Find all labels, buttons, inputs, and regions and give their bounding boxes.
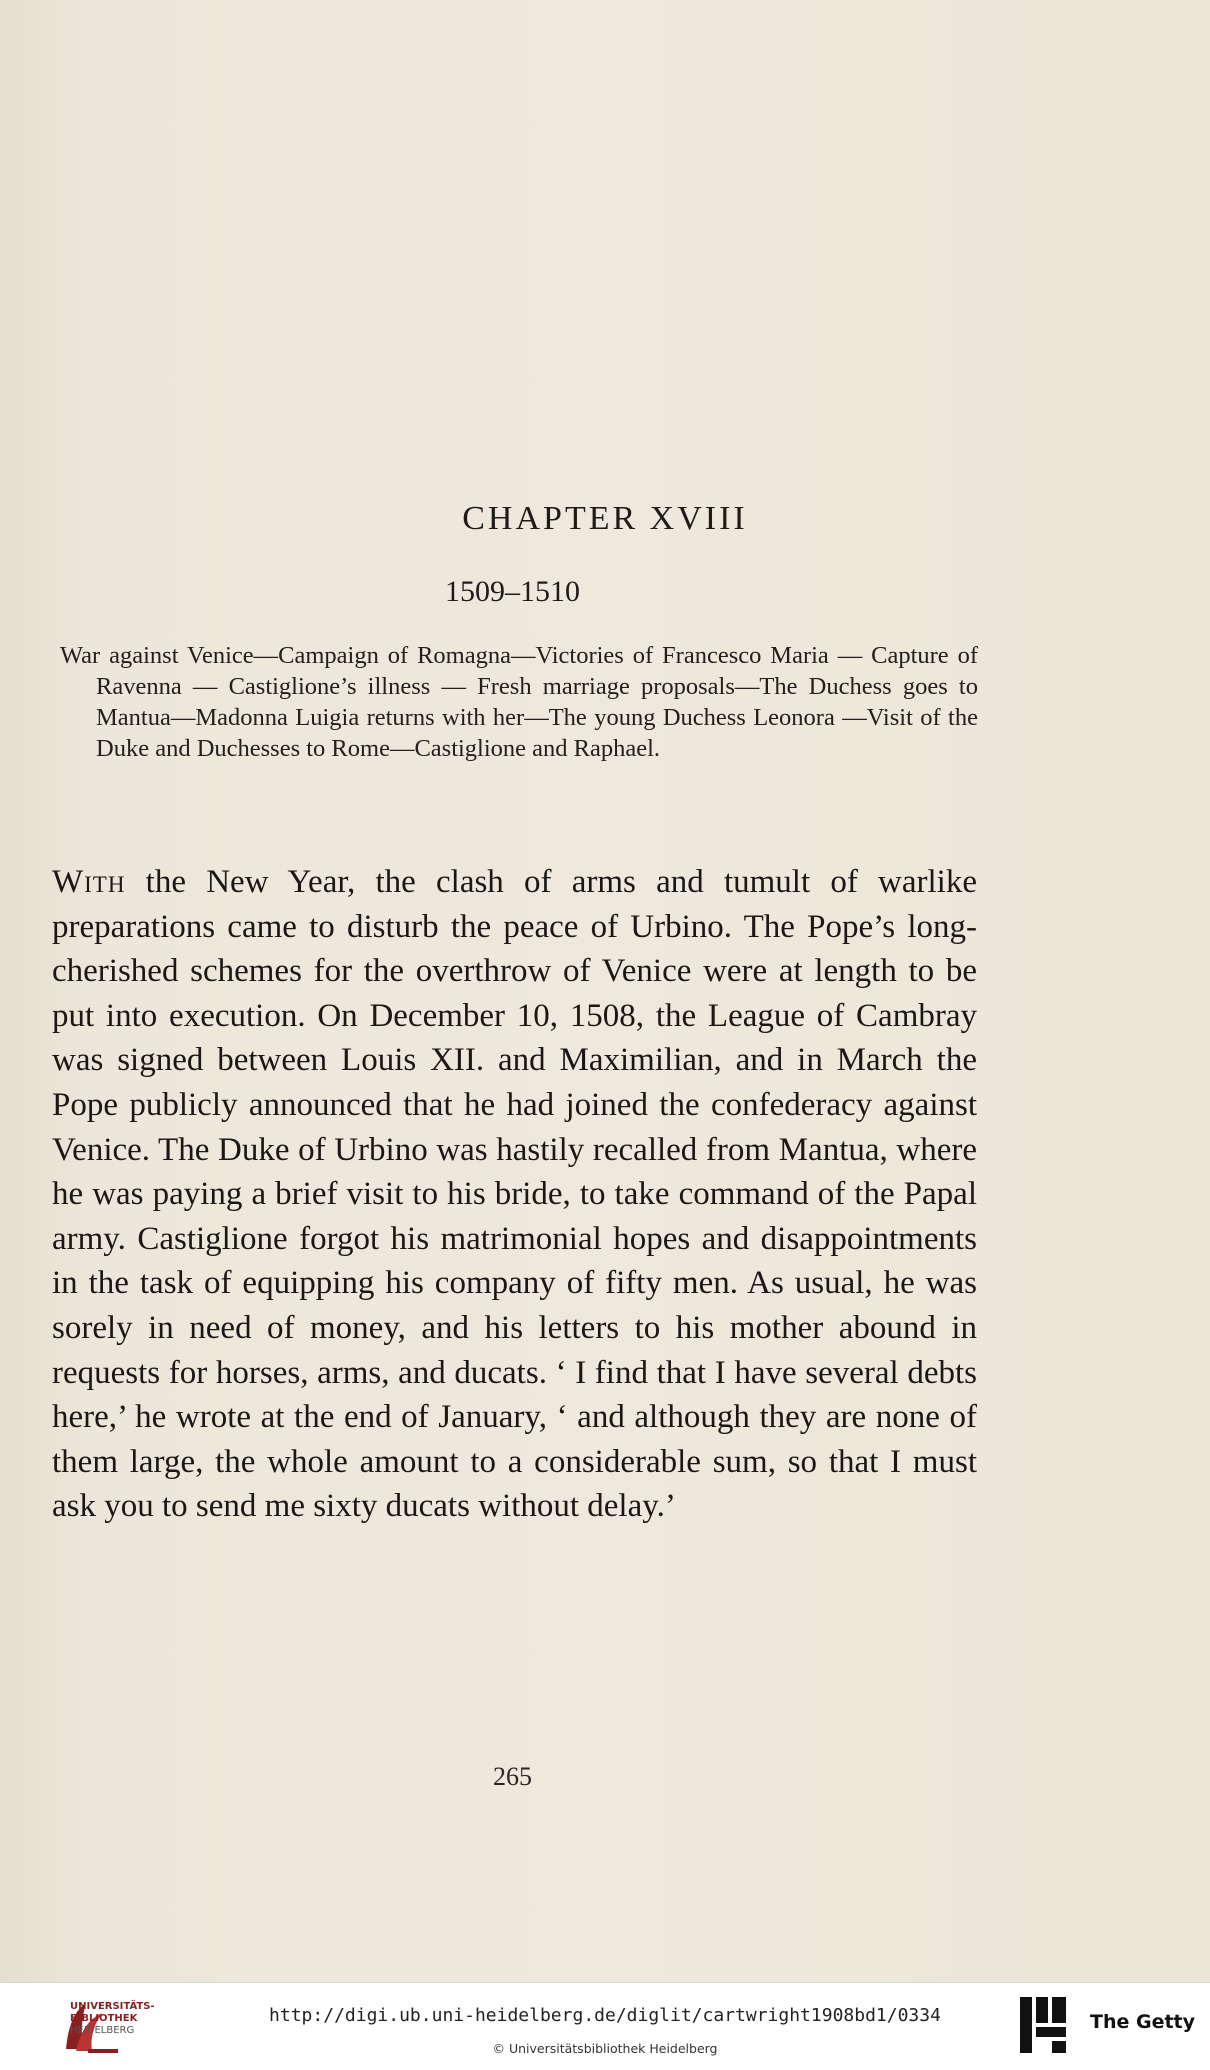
library-line-1: UNIVERSITÄTS- (70, 2001, 155, 2012)
chapter-years: 1509–1510 (445, 575, 580, 608)
lead-word: With (52, 864, 126, 900)
paragraph-text: the New Year, the clash of arms and tumult of warlike preparations came to disturb the peace of Urbino. The Pope’s long-cherished schemes for the overthrow of Venice were at length to be put into execution. On December 10, 1508, the League of Cambray was signed between Louis XII. and Maximilian, and in March the Pope publicly announced that he had joined the confederacy against Venice. The Duke of Urbino was hastily recalled from Mantua, where he was paying a brief visit to his bride, to take command of the Papal army. Castiglione forgot his matrimonial hopes and disappointments in the task of equipping his company of fifty men. As usual, he was sorely in need of money, and his letters to his mother abound in requests for horses, arms, and ducats. ‘ I find that I have several debts here,’ he wrote at the end of January, ‘ and although they are none of them large, the whole amount to a considerable sum, so that I must ask you to send me sixty ducats without delay.’ (52, 864, 977, 1525)
library-line-2: BIBLIOTHEK (70, 2013, 138, 2024)
library-line-3: HEIDELBERG (70, 2025, 135, 2036)
chapter-title: CHAPTER XVIII (462, 500, 748, 537)
viewer-footer (0, 1982, 1210, 2070)
copyright-notice: © Universitätsbibliothek Heidelberg (492, 2041, 718, 2056)
page-number: 265 (493, 1762, 532, 1791)
body-paragraph (52, 860, 977, 1529)
partner-name: The Getty (1090, 2011, 1196, 2033)
chapter-summary: War against Venice—Campaign of Romagna—Victories of Francesco Maria — Capture of Ravenna — Castiglione’s illness — Fresh marriage proposals—The Duchess goes to Mantua—Madonna Luigia returns with her—The young Duchess Leonora —Visit of the Duke and Duchesses to Rome—Castiglione and Raphael. (60, 642, 978, 762)
permalink-url[interactable]: http://digi.ub.uni-heidelberg.de/diglit/cartwright1908bd1/0334 (269, 2005, 941, 2026)
getty-logo-icon (1018, 1995, 1068, 2055)
